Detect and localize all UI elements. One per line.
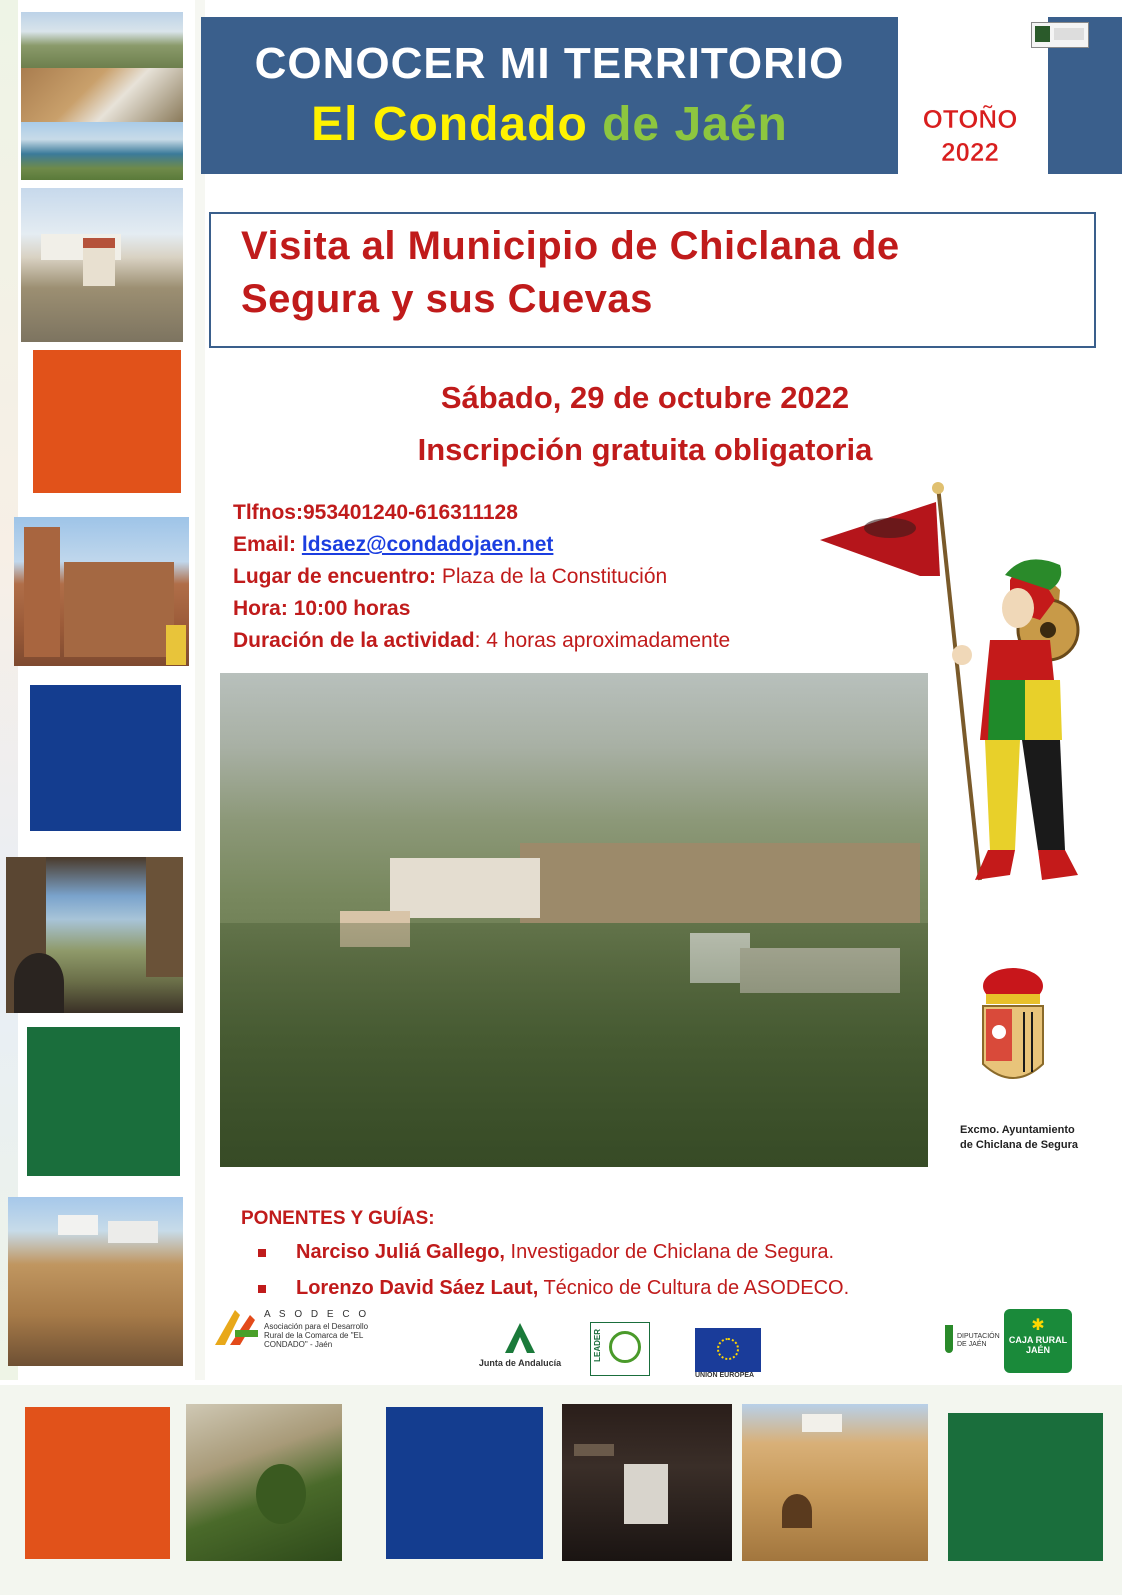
- caja-rural-line1: CAJA RURAL: [1008, 1335, 1068, 1345]
- ponente-role: Investigador de Chiclana de Segura.: [504, 1241, 835, 1263]
- info-place: [233, 565, 667, 589]
- email-link[interactable]: ldsaez@condadojaen.net: [301, 533, 554, 556]
- ponente-item: [258, 1241, 834, 1264]
- header-title: CONOCER MI TERRITORIO: [254, 39, 845, 88]
- junta-andalucia-logo: [475, 1323, 565, 1383]
- caja-rural-line2: JAÉN: [1025, 1345, 1050, 1355]
- decor-square-blue: [30, 685, 181, 831]
- info-phones: [233, 501, 518, 525]
- diputacion-label: DIPUTACIÓN DE JAÉN: [957, 1333, 1000, 1348]
- time-label: Hora:: [233, 597, 288, 620]
- phones-label: Tlfnos:: [233, 501, 303, 524]
- event-title: [241, 220, 1081, 326]
- header-subtitle-part2: de Jaén: [602, 98, 788, 151]
- header-subtitle: [201, 97, 898, 152]
- bullet-square-icon: [258, 1249, 266, 1257]
- coat-of-arms: [978, 964, 1048, 1094]
- diputacion-logo: [945, 1325, 1005, 1359]
- eu-logo: [695, 1328, 763, 1388]
- event-date: Sábado, 29 de octubre 2022: [440, 380, 850, 415]
- photo-church: [14, 517, 189, 666]
- asodeco-subtitle: Asociación para el Desarrollo Rural de la Comarca de "EL CONDADO" - Jaén: [264, 1322, 369, 1349]
- photo-rock-village: [21, 68, 183, 122]
- asodeco-logo: [210, 1305, 380, 1355]
- ayuntamiento-line1: Excmo. Ayuntamiento: [960, 1124, 1075, 1136]
- email-label: Email:: [233, 533, 297, 556]
- decor-square-green: [948, 1413, 1103, 1561]
- asodeco-name: A S O D E C O: [264, 1309, 370, 1320]
- main-photo-chiclana: [220, 673, 928, 1167]
- photo-village-tower: [21, 188, 183, 342]
- duration-label: Duración de la actividad: [233, 629, 475, 652]
- photo-reservoir: [21, 122, 183, 180]
- photo-rock-caves: [742, 1404, 928, 1561]
- place-value: Plaza de la Constitución: [441, 565, 668, 588]
- junta-andalucia-label: Junta de Andalucía: [478, 1358, 562, 1368]
- info-time: [233, 597, 410, 621]
- ponente-item: [258, 1277, 849, 1300]
- corner-logos: [1031, 22, 1089, 48]
- caja-rural-logo: [1004, 1309, 1072, 1373]
- season-year: 2022: [941, 137, 999, 167]
- event-registration: Inscripción gratuita obligatoria: [417, 432, 873, 467]
- photo-interpretation-centre: [562, 1404, 732, 1561]
- decor-square-blue: [386, 1407, 543, 1559]
- season-name: OTOÑO: [922, 104, 1018, 134]
- bullet-square-icon: [258, 1285, 266, 1293]
- event-title-line1: Visita al Municipio de Chiclana de: [241, 224, 900, 268]
- photo-cliff-houses: [8, 1197, 183, 1366]
- place-label: Lugar de encuentro:: [233, 565, 437, 588]
- leader-label: LEADER: [593, 1329, 602, 1362]
- photo-landscape-hills: [21, 12, 183, 68]
- event-title-box: [209, 212, 1096, 348]
- season-label: [905, 103, 1035, 169]
- ayuntamiento-caption: [960, 1123, 1100, 1153]
- event-title-line2: Segura y sus Cuevas: [241, 277, 653, 321]
- header-banner: [201, 17, 898, 174]
- leader-logo: [590, 1322, 650, 1376]
- phones-value: 953401240-616311128: [302, 501, 518, 524]
- photo-cave-garden: [186, 1404, 342, 1561]
- ponente-role: Técnico de Cultura de ASODECO.: [538, 1277, 850, 1299]
- wheat-icon: ✱: [1031, 1317, 1045, 1334]
- ponente-name: Narciso Juliá Gallego,: [296, 1241, 505, 1263]
- decor-square-orange: [33, 350, 181, 493]
- duration-value: : 4 horas aproximadamente: [474, 629, 731, 652]
- photo-cave-view: [6, 857, 183, 1013]
- header-subtitle-part1: El Condado: [311, 98, 588, 151]
- info-duration: [233, 629, 730, 653]
- asodeco-mark-icon: [210, 1305, 260, 1351]
- ponente-name: Lorenzo David Sáez Laut,: [296, 1277, 539, 1299]
- ayuntamiento-line2: de Chiclana de Segura: [960, 1139, 1078, 1151]
- decor-square-green: [27, 1027, 180, 1176]
- eu-label: UNIÓN EUROPEA: [695, 1372, 755, 1379]
- time-value: 10:00 horas: [293, 597, 411, 620]
- left-column-divider: [195, 0, 205, 1380]
- left-background-band: [0, 0, 18, 1380]
- info-email: [233, 533, 553, 557]
- eu-flag-icon: [695, 1328, 761, 1372]
- decor-square-orange: [25, 1407, 170, 1559]
- junta-andalucia-a-icon: [505, 1323, 535, 1353]
- ponentes-heading: PONENTES Y GUÍAS:: [241, 1208, 435, 1229]
